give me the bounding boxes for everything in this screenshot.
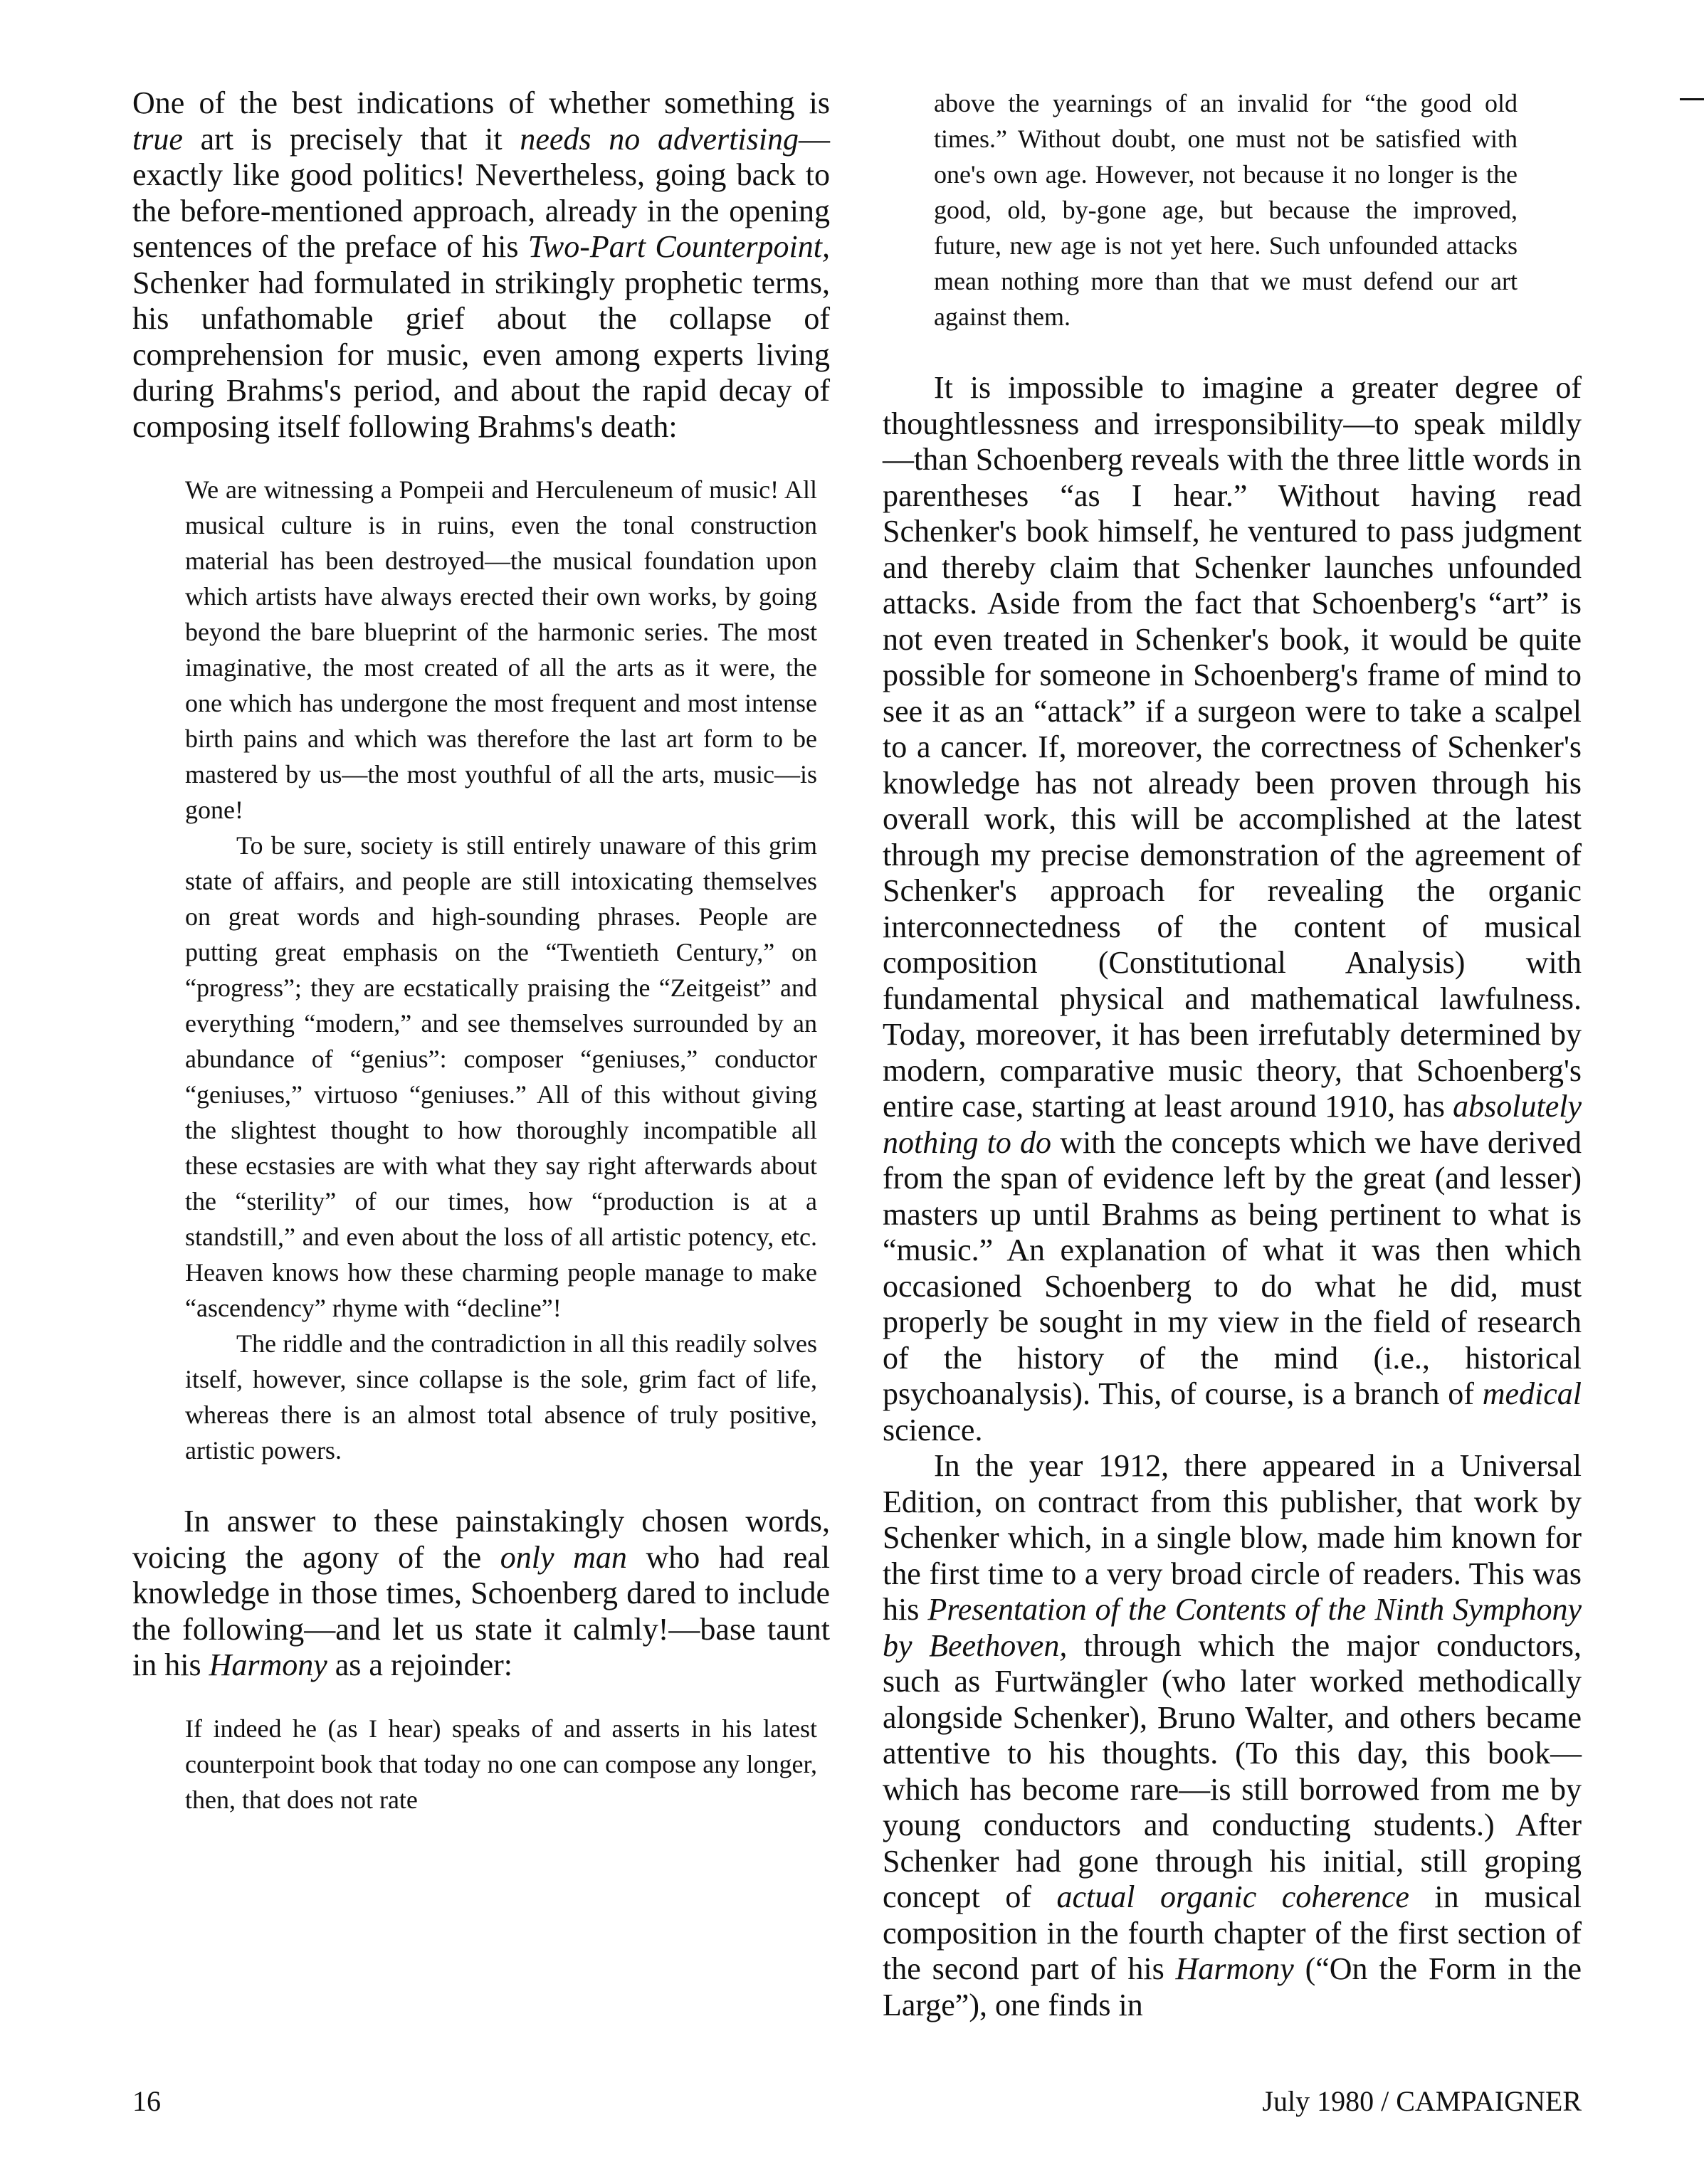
text-run: Schenker had formulated in strikingly prophetic terms, his unfathomable grief about the collapse of comprehension for music, even among experts living during Brahms's period, and about the rapid decay of composing itself following Brahms's death: xyxy=(132,265,830,444)
text-run: In the year 1912, there appeared in a Universal Edition, on contract from this publisher, that work by Schenker which, in a single blow, made him known for the first time to a very broad circle of readers. This was his xyxy=(883,1448,1582,1627)
quote-paragraph: above the yearnings of an invalid for “the good old times.” Without doubt, one must not be satisfied with one's own age. However, not because it no longer is the good, old, by-gone age, but because the improved, future, new age is not yet here. Such unfounded attacks mean nothing more than that we must defend our art against them. xyxy=(934,89,1518,331)
text-run: science. xyxy=(883,1412,983,1447)
emphasis: true xyxy=(132,121,183,157)
text-run: art is precisely that it xyxy=(182,121,520,157)
block-quote-schenker xyxy=(132,472,830,1468)
emphasis: needs no advertising xyxy=(520,121,799,157)
text-run: through which the major conductors, such as Furtwängler (who later worked methodically alongside Schenker), Bruno Walter, and others became attentive to his thoughts. (To this day, this book—which has become rare—is still borrowed from me by young conductors and conducting students.) After Schenker had gone through his initial, still groping concept of xyxy=(883,1628,1582,1914)
right-column xyxy=(883,85,1582,2023)
emphasis: actual organic coherence xyxy=(1056,1879,1409,1914)
quote-paragraph: The riddle and the contradiction in all this readily solves itself, however, since collapse is the sole, grim fact of life, whereas there is an almost total absence of truly positive, artistic powers. xyxy=(185,1329,817,1465)
left-column xyxy=(132,85,830,1818)
emphasis: Presentation of the Contents of the Ninth Symphony by Beethoven, xyxy=(883,1592,1582,1663)
issue-line: July 1980 / CAMPAIGNER xyxy=(1262,2085,1582,2117)
quote-paragraph: To be sure, society is still entirely unaware of this grim state of affairs, and people are still intoxicating themselves on great words and high-sounding phrases. People are putting great emphasis on the “Twentieth Century,” on “progress”; they are ecstatically praising the “Zeitgeist” and everything “modern,” and see themselves surrounded by an abundance of “genius”: composer “geniuses,” conductor “geniuses,” virtuoso “geniuses.” All of this without giving the slightest thought to how thoroughly incompatible all these ecstasies are with what they say right afterwards about the “sterility” of our times, how “production is at a standstill,” and even about the loss of all artistic potency, etc. Heaven knows how these charming people manage to make “ascendency” rhyme with “decline”! xyxy=(185,831,817,1322)
quote-paragraph: If indeed he (as I hear) speaks of and asserts in his latest counterpoint book that today no one can compose any longer, then, that does not rate xyxy=(185,1714,817,1814)
paragraph-advertising xyxy=(132,85,830,445)
text-run: in musical composition in the fourth chapter of the first section of the second part of his xyxy=(883,1879,1582,1986)
emphasis: absolutely nothing to do xyxy=(883,1089,1582,1160)
paragraph-schoenberg-taunt xyxy=(132,1504,830,1684)
emphasis: medical xyxy=(1482,1376,1582,1411)
paragraph-thoughtlessness xyxy=(883,370,1582,1448)
paragraph-ninth-symphony xyxy=(883,1448,1582,2023)
emphasis: only man xyxy=(500,1539,627,1575)
text-run: (“On the Form in the Large”), one finds in xyxy=(883,1951,1582,2022)
text-run: who had real knowledge in those times, Schoenberg dared to include the following—and let us state it calmly!—base taunt in his xyxy=(132,1539,830,1682)
text-run: It is impossible to imagine a greater degree of thoughtlessness and irresponsibility—to speak mildly—than Schoenberg reveals with the three little words in parentheses “as I hear.” Without having read Schenker's book himself, he ventured to pass judgment and thereby claim that Schenker launches unfounded attacks. Aside from the fact that Schoenberg's “art” is not even treated in Schenker's book, it would be quite possible for someone in Schoenberg's frame of mind to see it as an “attack” if a surgeon were to take a scalpel to a cancer. If, moreover, the correctness of Schenker's knowledge has not already been proven through his overall work, this will be accomplished at the latest through my precise demonstration of the agreement of Schenker's approach for revealing the organic interconnectedness of the content of musical composition (Constitutional Analysis) with fundamental physical and mathematical lawfulness. Today, moreover, it has been irrefutably determined by modern, comparative music theory, that Schoenberg's entire case, starting at least around 1910, has xyxy=(883,370,1582,1124)
emphasis: Harmony xyxy=(1175,1951,1294,1986)
emphasis: Harmony xyxy=(209,1647,327,1682)
quote-paragraph: We are witnessing a Pompeii and Herculeneum of music! All musical culture is in ruins, even the tonal construction material has been destroyed—the musical foundation upon which artists have always erected their own works, by going beyond the bare blueprint of the harmonic series. The most imaginative, the most created of all the arts as it were, the one which has undergone the most frequent and most intense birth pains and which was therefore the last art form to be mastered by us—the most youthful of all the arts, music—is gone! xyxy=(185,475,817,824)
text-run: One of the best indications of whether something is xyxy=(132,85,830,120)
text-run: with the concepts which we have derived from the span of evidence left by the great (and lesser) masters up until Brahms as being pertinent to what is “music.” An explanation of what it was then which occasioned Schoenberg to do what he did, must properly be sought in my view in the field of research of the history of the mind (i.e., historical psychoanalysis). This, of course, is a branch of xyxy=(883,1124,1582,1411)
block-quote-schoenberg-continued xyxy=(883,85,1582,334)
margin-mark xyxy=(1680,98,1704,100)
text-run: In answer to these painstakingly chosen words, voicing the agony of the xyxy=(132,1504,830,1575)
emphasis: Two-Part Counterpoint, xyxy=(527,229,831,264)
text-run: as a rejoinder: xyxy=(327,1647,512,1682)
page-number: 16 xyxy=(132,2085,161,2117)
block-quote-schoenberg xyxy=(132,1711,830,1818)
text-run: —exactly like good politics! Nevertheless, going back to the before-mentioned approach, already in the opening sentences of the preface of his xyxy=(132,121,830,264)
